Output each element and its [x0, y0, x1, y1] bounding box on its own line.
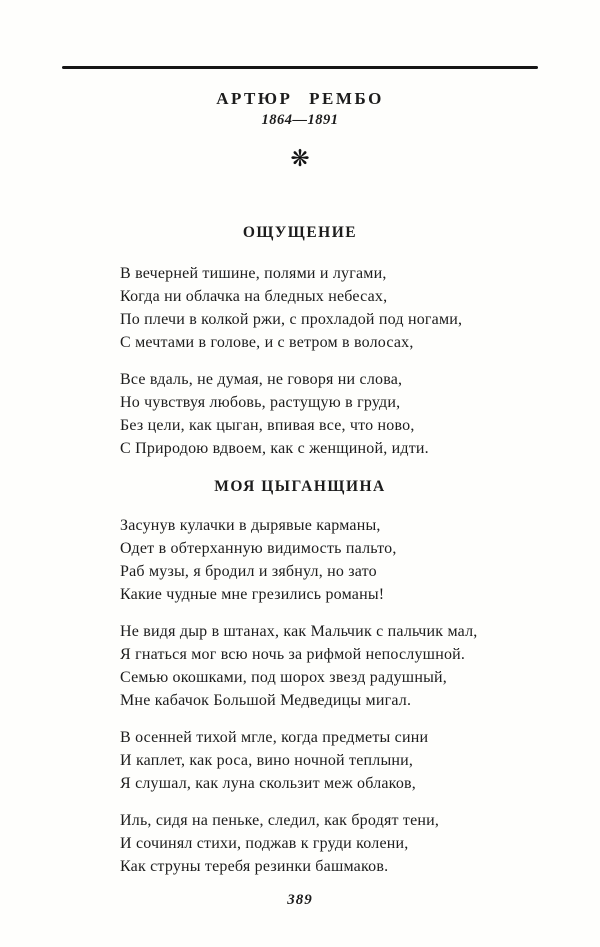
poem-title-oshchushchenie: ОЩУЩЕНИЕ — [242, 224, 358, 241]
poem-line: Не видя дыр в штанах, как Мальчик с пальчик мал, — [120, 623, 478, 640]
poem-line: Я гнаться мог всю ночь за рифмой непослушной. — [120, 646, 466, 663]
author-years: 1864—1891 — [261, 112, 339, 128]
poem-line: В осенней тихой мгле, когда предметы сини — [120, 729, 429, 746]
poem1-stanza1 — [120, 262, 600, 354]
poem-line: По плечи в колкой ржи, с прохладой под ногами, — [120, 311, 463, 328]
asterisk-ornament-icon: ❋ — [290, 146, 310, 172]
poem-line: Но чувствуя любовь, растущую в груди, — [120, 394, 401, 411]
top-rule — [62, 66, 538, 69]
poem-title-moya-tsyganshchina: МОЯ ЦЫГАНЩИНА — [214, 478, 386, 495]
poem-line: Все вдаль, не думая, не говоря ни слова, — [120, 371, 403, 388]
poem-line: Одет в обтерханную видимость пальто, — [120, 540, 397, 557]
poem2-stanza1 — [120, 514, 600, 606]
poem-line: Я слушал, как луна скользит меж облаков, — [120, 775, 416, 792]
poem2-stanza2 — [120, 620, 600, 712]
page-number: 389 — [287, 892, 313, 908]
poem-line: Как струны теребя резинки башмаков. — [120, 858, 389, 875]
poem-line: Раб музы, я бродил и зябнул, но зато — [120, 563, 377, 580]
poem-line: Какие чудные мне грезились романы! — [120, 586, 385, 603]
poem-line: Когда ни облачка на бледных небесах, — [120, 288, 388, 305]
poem-line: Мне кабачок Большой Медведицы мигал. — [120, 692, 412, 709]
poem1-stanza2 — [120, 368, 600, 460]
poem-line: Засунув кулачки в дырявые карманы, — [120, 517, 381, 534]
poem-line: С Природою вдвоем, как с женщиной, идти. — [120, 440, 429, 457]
poem-line: Иль, сидя на пеньке, следил, как бродят тени, — [120, 812, 440, 829]
poem-line: С мечтами в голове, и с ветром в волосах, — [120, 334, 414, 351]
author-name: АРТЮР РЕМБО — [216, 89, 384, 108]
poem2-stanza3 — [120, 726, 600, 795]
poem-line: И каплет, как роса, вино ночной теплыни, — [120, 752, 414, 769]
poem-line: В вечерней тишине, полями и лугами, — [120, 265, 387, 282]
poem2-stanza4 — [120, 809, 600, 878]
poem-line: Семью окошками, под шорох звезд радушный, — [120, 669, 447, 686]
poem-line: И сочинял стихи, поджав к груди колени, — [120, 835, 409, 852]
poem-line: Без цели, как цыган, впивая все, что ново, — [120, 417, 415, 434]
